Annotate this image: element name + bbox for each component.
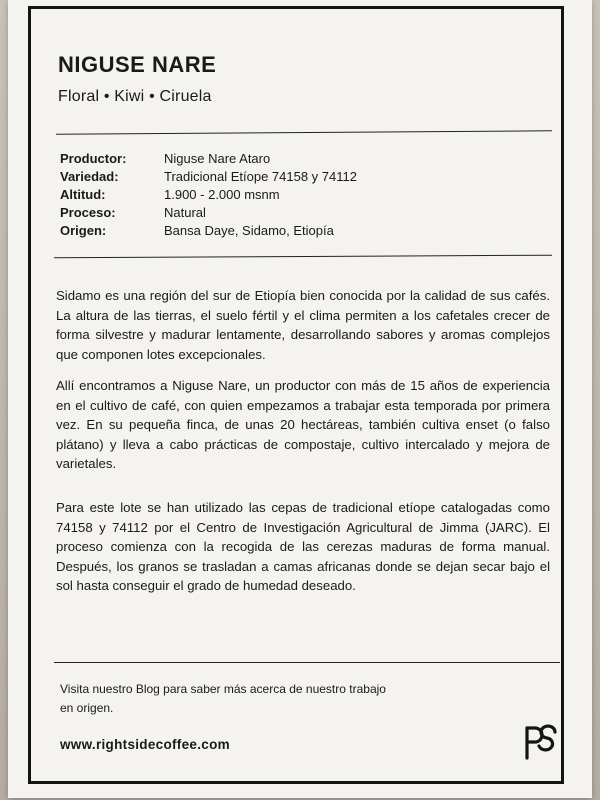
tasting-notes: Floral • Kiwi • Ciruela: [58, 88, 212, 105]
paragraph-producer: Allí encontramos a Niguse Nare, un productor con más de 15 años de experiencia en el cultivo de café, con quien empezamos a trabajar esta temporada por primera vez. En su pequeña finca, de unas 20 hectáreas, también cultiva enset (o falso plátano) y lleva a cabo prácticas de compostaje, cultivo intercalado y mejora de varietales.: [56, 378, 550, 471]
spec-label: Productor:: [60, 151, 127, 166]
spec-row: [60, 204, 530, 222]
spec-value: Natural: [164, 205, 206, 220]
spec-row: [60, 186, 530, 204]
producer-title: NIGUSE NARE: [58, 52, 217, 77]
paragraph-process: Para este lote se han utilizado las cepas de tradicional etíope catalogadas como 74158 y 74112 por el Centro de Investigación Agricultural de Jimma (JARC). El proceso comienza con la recogida de las cerezas maduras de forma manual. Después, los granos se trasladan a camas africanas donde se dejan secar bajo el sol hasta conseguir el grado de humedad deseado.: [56, 500, 550, 593]
spec-row: [60, 168, 530, 186]
website-link[interactable]: www.rightsidecoffee.com: [60, 737, 230, 752]
blog-note: Visita nuestro Blog para saber más acerca de nuestro trabajo en origen.: [60, 682, 386, 715]
spec-value: Niguse Nare Ataro: [164, 151, 271, 166]
spec-row: [60, 150, 530, 168]
spec-label: Variedad:: [60, 169, 119, 184]
spec-label: Proceso:: [60, 205, 116, 220]
spec-value: 1.900 - 2.000 msnm: [164, 187, 280, 202]
specs-table: [60, 150, 530, 240]
coffee-info-card: [8, 0, 592, 798]
spec-label: Altitud:: [60, 187, 106, 202]
spec-row: [60, 222, 530, 240]
spec-label: Origen:: [60, 223, 107, 238]
spec-value: Bansa Daye, Sidamo, Etiopía: [164, 223, 334, 238]
spec-value: Tradicional Etíope 74158 y 74112: [164, 169, 357, 184]
rightside-logo-icon: [521, 722, 561, 762]
paragraph-region: Sidamo es una región del sur de Etiopía bien conocida por la calidad de sus cafés. La altura de las tierras, el suelo fértil y el clima permiten a los cafetales crecer de forma silvestre y madurar lentamente, desarrollando sabores y aromas complejos que componen lotes excepcionales.: [56, 288, 550, 362]
divider: [54, 662, 560, 663]
